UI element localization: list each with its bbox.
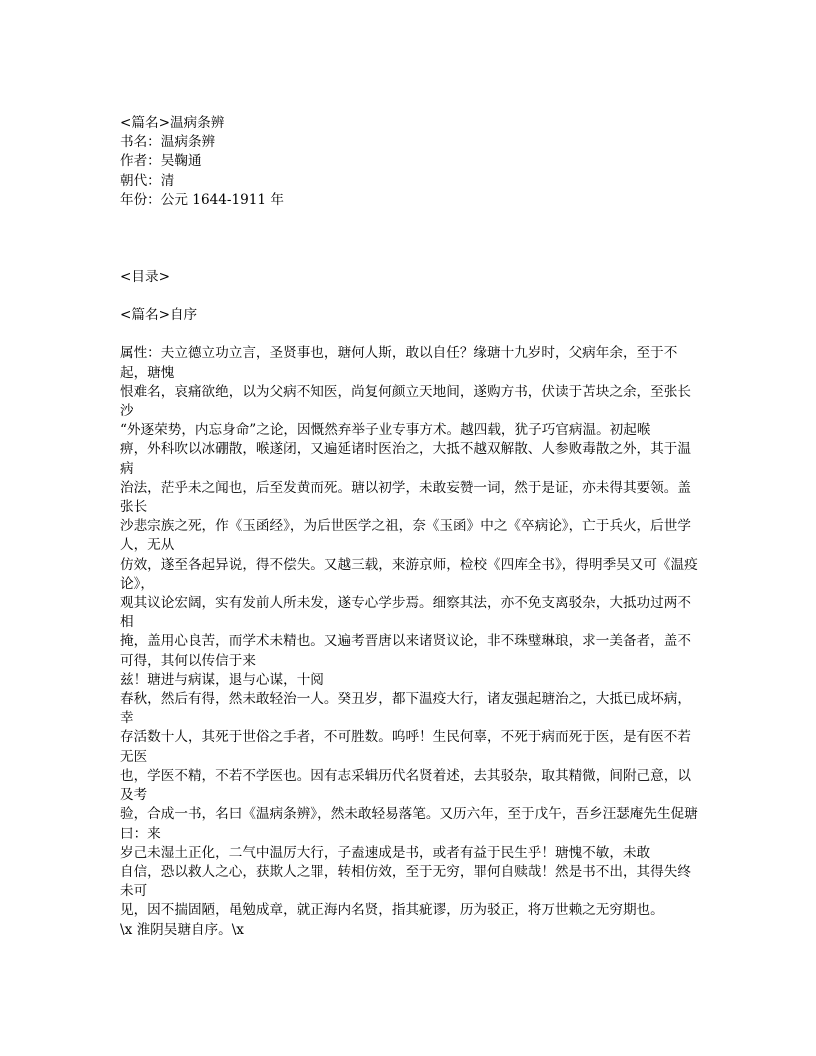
book-line: 书名：温病条辨: [120, 134, 216, 151]
preface-line: 验，合成一书，名曰《温病条辨》，然未敢轻易落笔。又历六年，至于戊午，吾乡汪瑟庵先生促瑭曰：来: [120, 806, 698, 842]
preface-line: 沙悲宗族之死，作《玉函经》，为后世医学之祖，奈《玉函》中之《卒病论》，亡于兵火，后世学人，无从: [120, 518, 691, 554]
year-line: 年份：公元 1644-1911 年: [120, 191, 284, 208]
preface-line: 痹，外科吹以冰硼散，喉遂闭，又遍延诸时医治之，大抵不越双解散、人参败毒散之外，其于温病: [120, 441, 691, 477]
author-line: 作者：吴鞠通: [120, 153, 202, 170]
dynasty-line: 朝代：清: [120, 172, 175, 189]
preface-line: 掩，盖用心良苦，而学术未精也。又遍考晋唐以来诸贤议论，非不珠璧琳琅，求一美备者，盖不可得，其何以传信于来: [120, 633, 691, 669]
preface-line: “外逐荣势，内忘身命”之论，因慨然弃举子业专事方术。越四载，犹子巧官病温。初起喉: [120, 422, 651, 439]
preface-line: 仿效，遂至各起异说，得不偿失。又越三载，来游京师，检校《四库全书》，得明季吴又可《温疫论》，: [120, 556, 698, 592]
toc-label: <目录>: [120, 269, 170, 286]
preface-line: 春秋，然后有得，然未敢轻治一人。癸丑岁，都下温疫大行，诸友强起瑭治之，大抵已成坏病，幸: [120, 691, 691, 727]
preface-line: 治法，茫乎未之闻也，后至发黄而死。瑭以初学，未敢妄赞一词，然于是证，亦未得其要领。盖张长: [120, 479, 691, 516]
preface-line: 属性：夫立德立功立言，圣贤事也，瑭何人斯，敢以自任？缘瑭十九岁时，父病年余，至于不起，瑭愧: [120, 345, 678, 381]
preface-body: [120, 344, 700, 939]
preface-line: 观其议论宏阔，实有发前人所未发，遂专心学步焉。细察其法，亦不免支离驳杂，大抵功过两不相: [120, 595, 691, 631]
section-title: <篇名>自序: [120, 307, 198, 324]
preface-line: 自信，恐以救人之心，获欺人之罪，转相仿效，至于无穷，罪何自赎哉！然是书不出，其得失终未可: [120, 863, 691, 900]
preface-line: 恨难名，哀痛欲绝，以为父病不知医，尚复何颜立天地间，遂购方书，伏读于苫块之余，至张长沙: [120, 383, 691, 420]
chapter-line: <篇名>温病条辨: [120, 115, 225, 131]
preface-line: 岁己未湿土正化，二气中温厉大行，子盍速成是书，或者有益于民生乎！瑭愧不敏，未敢: [120, 844, 651, 861]
document-page: [120, 114, 700, 940]
signature-line: \x 淮阴吴瑭自序。\x: [120, 921, 244, 938]
preface-line: 见，因不揣固陋，黾勉成章，就正海内名贤，指其疵谬，历为驳正，将万世赖之无穷期也。: [120, 902, 664, 919]
preface-line: 存活数十人，其死于世俗之手者，不可胜数。呜呼！生民何辜，不死于病而死于医，是有医不若无医: [120, 729, 691, 765]
preface-line: 兹！瑭进与病谋，退与心谋，十阅: [120, 671, 324, 688]
preface-line: 也，学医不精，不若不学医也。因有志采辑历代名贤着述，去其驳杂，取其精微，间附己意，以及考: [120, 767, 691, 804]
